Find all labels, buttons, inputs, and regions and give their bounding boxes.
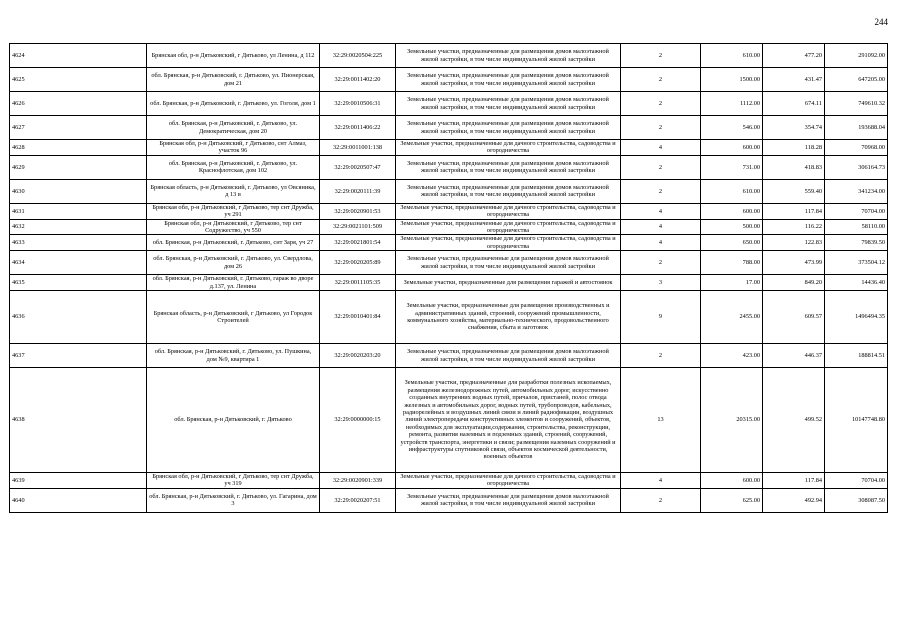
group-cell: 4 bbox=[621, 140, 701, 156]
land-use-cell: Земельные участки, предназначенные для размещения домов малоэтажной жилой застройки, в том числе индивидуальной жилой застройки bbox=[396, 344, 621, 368]
land-use-cell: Земельные участки, предназначенные для размещения производственных и административных зданий, строений, сооружений промышленности, коммунального хозяйства, материально-технического, продовольственного снабжения, сбыта и заготовок bbox=[396, 291, 621, 344]
specific-value-cell: 499.52 bbox=[763, 368, 825, 473]
row-number: 4625 bbox=[10, 68, 147, 92]
table-row bbox=[10, 291, 888, 344]
table-row bbox=[10, 368, 888, 473]
cadastral-value-cell: 79839.50 bbox=[825, 235, 888, 251]
cadastral-number-cell: 32:29:0020111:39 bbox=[320, 179, 396, 203]
group-cell: 2 bbox=[621, 251, 701, 275]
row-number: 4624 bbox=[10, 44, 147, 68]
cadastral-value-cell: 308087.50 bbox=[825, 488, 888, 512]
land-use-cell: Земельные участки, предназначенные для размещения домов малоэтажной жилой застройки, в том числе индивидуальной жилой застройки bbox=[396, 68, 621, 92]
page-number: 244 bbox=[874, 17, 888, 27]
group-cell: 4 bbox=[621, 473, 701, 489]
land-use-cell: Земельные участки, предназначенные для размещения гаражей и автостоянок bbox=[396, 275, 621, 291]
area-cell: 788.00 bbox=[701, 251, 763, 275]
row-number: 4633 bbox=[10, 235, 147, 251]
group-cell: 2 bbox=[621, 44, 701, 68]
address-cell: обл. Брянская, р-н Дятьковский, г. Дятьково, ул. Пионерская, дом 21 bbox=[147, 68, 320, 92]
address-cell: обл. Брянская, р-н Дятьковский, г. Дятьково, ул. Краснофлотская, дом 102 bbox=[147, 155, 320, 179]
group-cell: 2 bbox=[621, 488, 701, 512]
specific-value-cell: 431.47 bbox=[763, 68, 825, 92]
land-use-cell: Земельные участки, предназначенные для размещения домов малоэтажной жилой застройки, в том числе индивидуальной жилой застройки bbox=[396, 179, 621, 203]
group-cell: 2 bbox=[621, 92, 701, 116]
table-row bbox=[10, 473, 888, 489]
address-cell: Брянская область, р-н Дятьковский, г Дятьково, ул Городок Строителей bbox=[147, 291, 320, 344]
cadastral-number-cell: 32:29:0020507:47 bbox=[320, 155, 396, 179]
land-use-cell: Земельные участки, предназначенные для размещения домов малоэтажной жилой застройки, в том числе индивидуальной жилой застройки bbox=[396, 116, 621, 140]
cadastral-number-cell: 32:29:0011001:138 bbox=[320, 140, 396, 156]
address-cell: Брянская обл, р-н Дятьковский, г Дятьково, тер снт Содружество, уч 550 bbox=[147, 219, 320, 235]
cadastral-value-cell: 749610.32 bbox=[825, 92, 888, 116]
cadastral-value-cell: 70968.00 bbox=[825, 140, 888, 156]
table-row bbox=[10, 155, 888, 179]
table-row bbox=[10, 68, 888, 92]
cadastral-number-cell: 32:29:0011406:22 bbox=[320, 116, 396, 140]
cadastral-value-cell: 14436.40 bbox=[825, 275, 888, 291]
row-number: 4639 bbox=[10, 473, 147, 489]
address-cell: Брянская обл, р-н Дятьковский, г Дятьково, снт Алмаз, участок 96 bbox=[147, 140, 320, 156]
row-number: 4630 bbox=[10, 179, 147, 203]
specific-value-cell: 674.11 bbox=[763, 92, 825, 116]
table-row bbox=[10, 92, 888, 116]
address-cell: обл. Брянская, р-н Дятьковский, г. Дятьково, ул. Свердлова, дом 26 bbox=[147, 251, 320, 275]
land-use-cell: Земельные участки, предназначенные для дачного строительства, садоводства и огородничества bbox=[396, 219, 621, 235]
specific-value-cell: 446.37 bbox=[763, 344, 825, 368]
row-number: 4637 bbox=[10, 344, 147, 368]
cadastral-number-cell: 32:29:0011105:35 bbox=[320, 275, 396, 291]
land-use-cell: Земельные участки, предназначенные для дачного строительства, садоводства и огородничества bbox=[396, 140, 621, 156]
group-cell: 2 bbox=[621, 344, 701, 368]
group-cell: 2 bbox=[621, 116, 701, 140]
row-number: 4638 bbox=[10, 368, 147, 473]
table-row bbox=[10, 251, 888, 275]
address-cell: обл. Брянская, р-н Дятьковский, г. Дятьково bbox=[147, 368, 320, 473]
area-cell: 423.00 bbox=[701, 344, 763, 368]
cadastral-number-cell: 32:29:0020205:89 bbox=[320, 251, 396, 275]
cadastral-value-cell: 188814.51 bbox=[825, 344, 888, 368]
area-cell: 2455.00 bbox=[701, 291, 763, 344]
cadastral-value-cell: 306164.73 bbox=[825, 155, 888, 179]
area-cell: 600.00 bbox=[701, 140, 763, 156]
table-row bbox=[10, 219, 888, 235]
group-cell: 13 bbox=[621, 368, 701, 473]
address-cell: Брянская обл, р-н Дятьковский, г Дятьково, тер снт Дружба, уч 319 bbox=[147, 473, 320, 489]
cadastral-value-cell: 58110.00 bbox=[825, 219, 888, 235]
table-row bbox=[10, 116, 888, 140]
table-row bbox=[10, 488, 888, 512]
row-number: 4636 bbox=[10, 291, 147, 344]
area-cell: 731.00 bbox=[701, 155, 763, 179]
cadastral-value-cell: 193688.04 bbox=[825, 116, 888, 140]
table-row bbox=[10, 179, 888, 203]
area-cell: 17.00 bbox=[701, 275, 763, 291]
cadastral-number-cell: 32:29:0020901:53 bbox=[320, 203, 396, 219]
row-number: 4627 bbox=[10, 116, 147, 140]
area-cell: 500.00 bbox=[701, 219, 763, 235]
group-cell: 4 bbox=[621, 235, 701, 251]
land-use-cell: Земельные участки, предназначенные для размещения домов малоэтажной жилой застройки, в том числе индивидуальной жилой застройки bbox=[396, 92, 621, 116]
table-row bbox=[10, 140, 888, 156]
cadastral-number-cell: 32:29:0020901:339 bbox=[320, 473, 396, 489]
group-cell: 9 bbox=[621, 291, 701, 344]
specific-value-cell: 354.74 bbox=[763, 116, 825, 140]
land-use-cell: Земельные участки, предназначенные для дачного строительства, садоводства и огородничества bbox=[396, 473, 621, 489]
row-number: 4635 bbox=[10, 275, 147, 291]
cadastral-number-cell: 32:29:0021101:509 bbox=[320, 219, 396, 235]
specific-value-cell: 559.40 bbox=[763, 179, 825, 203]
specific-value-cell: 116.22 bbox=[763, 219, 825, 235]
row-number: 4640 bbox=[10, 488, 147, 512]
specific-value-cell: 473.99 bbox=[763, 251, 825, 275]
specific-value-cell: 418.83 bbox=[763, 155, 825, 179]
specific-value-cell: 492.94 bbox=[763, 488, 825, 512]
cadastral-number-cell: 32:29:0010506:31 bbox=[320, 92, 396, 116]
row-number: 4629 bbox=[10, 155, 147, 179]
cadastral-value-cell: 10147748.80 bbox=[825, 368, 888, 473]
cadastral-number-cell: 32:29:0000000:15 bbox=[320, 368, 396, 473]
table-row bbox=[10, 235, 888, 251]
address-cell: обл. Брянская, р-н Дятьковский, г. Дятьково, гараж во дворе д.137, ул. Ленина bbox=[147, 275, 320, 291]
address-cell: обл. Брянская, р-н Дятьковский, г. Дятьково, ул. Пушкина, дом №9, квартира 1 bbox=[147, 344, 320, 368]
cadastral-value-cell: 373504.12 bbox=[825, 251, 888, 275]
cadastral-value-cell: 70704.00 bbox=[825, 473, 888, 489]
specific-value-cell: 609.57 bbox=[763, 291, 825, 344]
table-row bbox=[10, 344, 888, 368]
row-number: 4632 bbox=[10, 219, 147, 235]
address-cell: обл. Брянская, р-н Дятьковский, г. Дятьково, ул. Гоголя, дом 1 bbox=[147, 92, 320, 116]
area-cell: 1112.00 bbox=[701, 92, 763, 116]
cadastral-number-cell: 32:29:0010401:84 bbox=[320, 291, 396, 344]
row-number: 4628 bbox=[10, 140, 147, 156]
cadastral-value-cell: 341234.00 bbox=[825, 179, 888, 203]
row-number: 4631 bbox=[10, 203, 147, 219]
cadastral-value-cell: 1496494.35 bbox=[825, 291, 888, 344]
specific-value-cell: 117.84 bbox=[763, 473, 825, 489]
land-use-cell: Земельные участки, предназначенные для дачного строительства, садоводства и огородничества bbox=[396, 203, 621, 219]
address-cell: обл. Брянская, р-н Дятьковский, г. Дятьково, ул. Демократическая, дом 20 bbox=[147, 116, 320, 140]
land-use-cell: Земельные участки, предназначенные для размещения домов малоэтажной жилой застройки, в том числе индивидуальной жилой застройки bbox=[396, 251, 621, 275]
area-cell: 610.00 bbox=[701, 44, 763, 68]
row-number: 4626 bbox=[10, 92, 147, 116]
cadastral-number-cell: 32:29:0020207:51 bbox=[320, 488, 396, 512]
row-number: 4634 bbox=[10, 251, 147, 275]
group-cell: 2 bbox=[621, 155, 701, 179]
group-cell: 4 bbox=[621, 219, 701, 235]
specific-value-cell: 849.20 bbox=[763, 275, 825, 291]
area-cell: 20315.00 bbox=[701, 368, 763, 473]
cadastral-value-cell: 291092.00 bbox=[825, 44, 888, 68]
group-cell: 3 bbox=[621, 275, 701, 291]
specific-value-cell: 122.83 bbox=[763, 235, 825, 251]
land-use-cell: Земельные участки, предназначенные для размещения домов малоэтажной жилой застройки, в том числе индивидуальной жилой застройки bbox=[396, 155, 621, 179]
area-cell: 610.00 bbox=[701, 179, 763, 203]
table-row bbox=[10, 275, 888, 291]
address-cell: обл. Брянская, р-н Дятьковский, г. Дятьково, снт Заря, уч 27 bbox=[147, 235, 320, 251]
cadastral-number-cell: 32:29:0021801:54 bbox=[320, 235, 396, 251]
land-use-cell: Земельные участки, предназначенные для разработки полезных ископаемых, размещения железнодорожных путей, автомобильных дорог, искусственно созданных внутренних водных путей, причалов, пристаней, полос отвода железных и автомобильных дорог, водных путей, трубопроводов, кабельных, радиорелейных и воздушных линий связи и линий радиофикации, воздушных линий электропередачи конструктивных элементов и сооружений, объектов, необходимых для эксплуатации,содержания, строительства, реконструкции, ремонта, развития наземных и подземных зданий, строений, сооружений, устройств транспорта, энергетики и связи; размещения наземных сооружений и инфраструктуры спутниковой связи, объектов космической деятельности, военных объектов bbox=[396, 368, 621, 473]
cadastral-number-cell: 32:29:0011402:20 bbox=[320, 68, 396, 92]
area-cell: 625.00 bbox=[701, 488, 763, 512]
area-cell: 600.00 bbox=[701, 203, 763, 219]
group-cell: 2 bbox=[621, 68, 701, 92]
address-cell: Брянская область, р-н Дятьковский, г. Дятьково, ул Овсяника, д 13 в bbox=[147, 179, 320, 203]
cadastral-value-table bbox=[9, 43, 888, 513]
address-cell: обл. Брянская, р-н Дятьковский, г. Дятьково, ул. Гагарина, дом 3 bbox=[147, 488, 320, 512]
cadastral-value-cell: 647205.00 bbox=[825, 68, 888, 92]
specific-value-cell: 117.84 bbox=[763, 203, 825, 219]
land-use-cell: Земельные участки, предназначенные для дачного строительства, садоводства и огородничества bbox=[396, 235, 621, 251]
area-cell: 1500.00 bbox=[701, 68, 763, 92]
table-row bbox=[10, 44, 888, 68]
address-cell: Брянская обл, р-н Дятьковский, г Дятьково, ул Ленина, д 112 bbox=[147, 44, 320, 68]
cadastral-value-cell: 70704.00 bbox=[825, 203, 888, 219]
table-row bbox=[10, 203, 888, 219]
area-cell: 600.00 bbox=[701, 473, 763, 489]
cadastral-number-cell: 32:29:0020203:20 bbox=[320, 344, 396, 368]
specific-value-cell: 477.20 bbox=[763, 44, 825, 68]
area-cell: 650.00 bbox=[701, 235, 763, 251]
address-cell: Брянская обл, р-н Дятьковский, г Дятьково, тер снт Дружба, уч 291 bbox=[147, 203, 320, 219]
area-cell: 546.00 bbox=[701, 116, 763, 140]
land-use-cell: Земельные участки, предназначенные для размещения домов малоэтажной жилой застройки, в том числе индивидуальной жилой застройки bbox=[396, 488, 621, 512]
group-cell: 2 bbox=[621, 179, 701, 203]
group-cell: 4 bbox=[621, 203, 701, 219]
specific-value-cell: 118.28 bbox=[763, 140, 825, 156]
land-use-cell: Земельные участки, предназначенные для размещения домов малоэтажной жилой застройки, в том числе индивидуальной жилой застройки bbox=[396, 44, 621, 68]
cadastral-number-cell: 32:29:0020504:225 bbox=[320, 44, 396, 68]
